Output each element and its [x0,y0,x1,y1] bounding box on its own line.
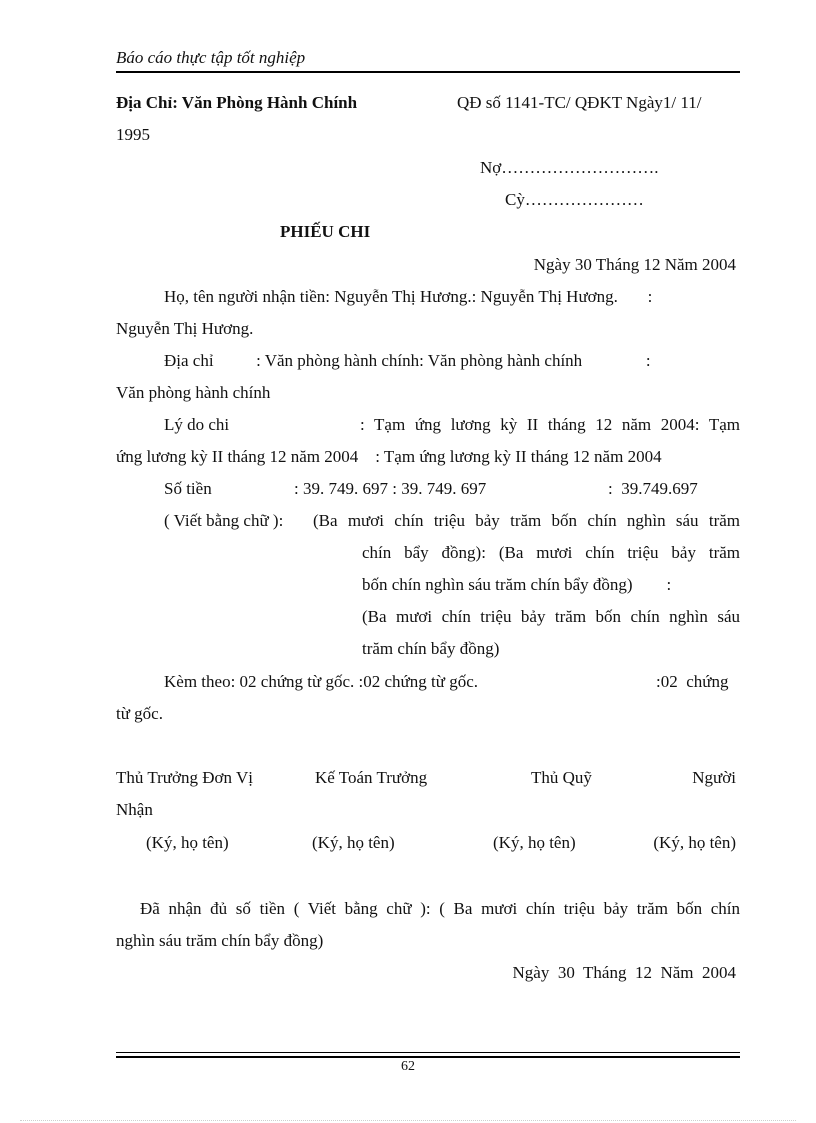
reason-text-2: ứng lương kỳ II tháng 12 năm 2004 : Tạm ứng lương kỳ II tháng 12 năm 2004 [116,447,662,466]
received-line-1 [140,893,740,925]
debit-account: Nợ………………………. [480,158,659,177]
words-text-4: (Ba mươi chín triệu bảy trăm bốn chín nghìn sáu [362,607,740,626]
recipient-text-1: Họ, tên người nhận tiền: Nguyễn Thị Hương.: Nguyễn Thị Hương. : [164,287,653,306]
attachments-text-3: từ gốc. [116,704,163,723]
sign-note-director: (Ký, họ tên) [146,833,229,852]
recipient-line-2: Nguyễn Thị Hương. [116,319,254,338]
received-date: Ngày 30 Tháng 12 Năm 2004 [512,963,736,982]
words-line-2 [362,537,740,569]
attachments-text-2: :02 chứng [656,672,729,691]
sign-note-recipient: (Ký, họ tên) [653,833,736,852]
page-edge-dotted-line [20,1120,796,1121]
words-line-5: trăm chín bẩy đồng) [362,639,500,658]
role-recipient-wrap: Nhận [116,800,153,819]
reason-text-1: : Tạm ứng lương kỳ II tháng 12 năm 2004: Tạm [360,415,740,434]
role-cashier: Thủ Quỹ [531,768,592,787]
received-line-2: nghìn sáu trăm chín bẩy đồng) [116,931,324,950]
sign-note-chief-accountant: (Ký, họ tên) [312,833,395,852]
reason-label: Lý do chi [164,415,230,434]
words-line-4 [362,601,740,633]
words-text-2: chín bẩy đồng): (Ba mươi chín triệu bảy trăm [362,543,740,562]
sign-note-cashier: (Ký, họ tên) [493,833,576,852]
attachments-text: Kèm theo: 02 chứng từ gốc. :02 chứng từ gốc. [164,672,478,691]
page-title: PHIẾU CHI [280,222,371,241]
address-heading: Địa Chỉ: Văn Phòng Hành Chính [116,93,358,112]
address-line-2: Văn phòng hành chính [116,383,271,402]
header-rule [116,71,740,73]
recipient-line-1 [164,281,712,313]
voucher-date: Ngày 30 Tháng 12 Năm 2004 [533,255,736,274]
role-chief-accountant: Kế Toán Trưởng [315,768,428,787]
address-line-1 [164,345,651,377]
amount-label: Số tiền [164,479,212,498]
address-text-1: Địa chỉ : Văn phòng hành chính: Văn phòng hành chính : [164,351,651,370]
decision-reference: QĐ số 1141-TC/ QĐKT Ngày1/ 11/ [457,93,702,112]
decision-year: 1995 [116,125,150,144]
words-text-1: (Ba mươi chín triệu bảy trăm bốn chín nghìn sáu trăm [313,511,740,530]
amount-value-2: : 39.749.697 [608,479,698,498]
reason-line-2 [116,441,736,473]
role-director: Thủ Trưởng Đơn Vị [116,768,253,787]
amount-value: : 39. 749. 697 : 39. 749. 697 [294,479,487,498]
received-text-1: Đã nhận đủ số tiền ( Viết bằng chữ ): ( Ba mươi chín triệu bảy trăm bốn chín [140,899,740,918]
reason-line-1 [360,409,740,441]
page-number: 62 [401,1059,415,1074]
footer-rule-thin [116,1052,740,1053]
running-header: Báo cáo thực tập tốt nghiệp [116,48,306,67]
role-recipient: Người [692,768,736,787]
words-label: ( Viết bằng chữ ): [164,511,284,530]
credit-account: Cỳ………………… [505,190,644,209]
words-line-3: bốn chín nghìn sáu trăm chín bẩy đồng) : [362,575,672,594]
words-line-1 [313,505,740,537]
